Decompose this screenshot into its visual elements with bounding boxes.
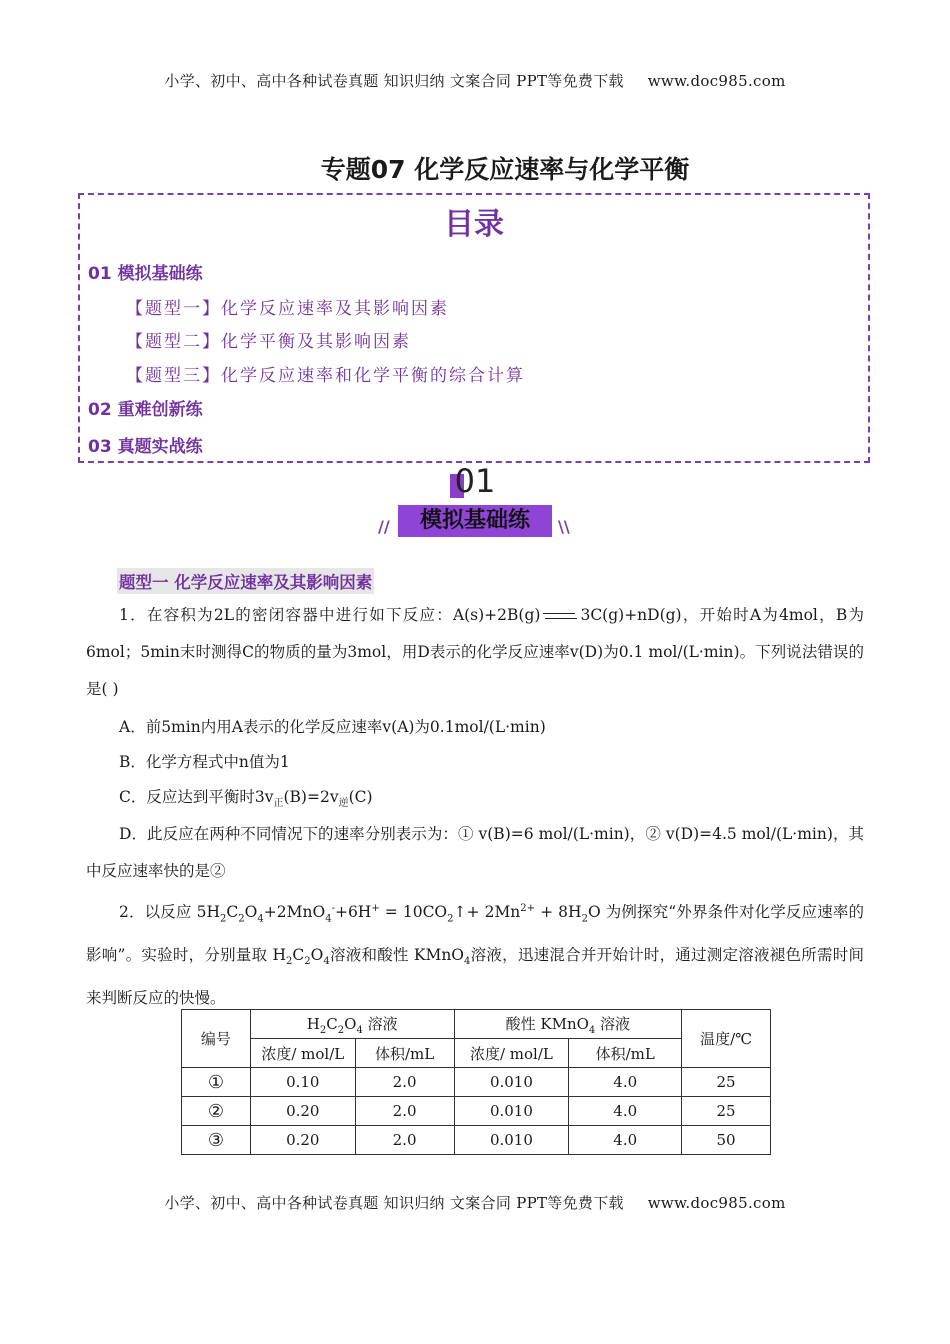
table-row: ① 0.10 2.0 0.010 4.0 25: [182, 1068, 771, 1097]
toc-item-type1[interactable]: 【题型一】化学反应速率及其影响因素: [126, 299, 449, 319]
header-temperature: 温度/℃: [682, 1010, 771, 1068]
question-1-option-a: A．前5min内用A表示的化学反应速率v(A)为0.1mol/(L·min): [119, 718, 546, 736]
toc-item-type3[interactable]: 【题型三】化学反应速率和化学平衡的综合计算: [126, 366, 525, 386]
table-of-contents: [78, 193, 870, 463]
section-banner-title: 模拟基础练: [419, 508, 530, 533]
experiment-table: [181, 1009, 771, 1155]
topic-heading: 题型一 化学反应速率及其影响因素: [117, 568, 374, 594]
header-url[interactable]: www.doc985.com: [647, 72, 786, 90]
question-1-option-b: B．化学方程式中n值为1: [119, 753, 290, 771]
header-conc-1: 浓度/ mol/L: [250, 1039, 355, 1068]
toc-item-type2[interactable]: 【题型二】化学平衡及其影响因素: [126, 332, 411, 352]
equilibrium-arrow-icon: [543, 610, 577, 622]
page-footer: [0, 1192, 950, 1213]
document-title: 专题07 化学反应速率与化学平衡: [320, 155, 690, 184]
question-1-option-d: D．此反应在两种不同情况下的速率分别表示为：① v(B)=6 mol/(L·min)，② v(D)=4.5 mol/(L·min)，其中反应速率快的是②: [86, 825, 864, 880]
header-vol-2: 体积/mL: [569, 1039, 682, 1068]
slash-decoration-right: \\: [558, 517, 570, 536]
toc-title: 目录: [444, 207, 504, 242]
header-number: 编号: [182, 1010, 251, 1068]
question-1-stem: 1．在容积为2L的密闭容器中进行如下反应：A(s)+2B(g) 3C(g)+nD(g)，开始时A为4mol，B为 6mol；5min末时测得C的物质的量为3mol，用D表示的化学反应速率v(D)为0.1 mol/(L·min)。下列说法错误的是( ): [86, 606, 865, 698]
footer-url[interactable]: www.doc985.com: [647, 1194, 786, 1212]
question-2-stem: 2．以反应 $5H_2C_2O_4+2MnO_4^-+6H^+$ = $10CO_2↑+ 2Mn^{2+} + 8H_2O$ 为例探究“外界条件对化学反应速率的影响”。实验时，分别量取 $H_2C_2O_4$溶液和酸性 KMnO$_4$溶液，迅速混合并开始计时，通过测定溶液褪色所需时间来判断反应的快慢。: [86, 903, 864, 1008]
toc-section-01[interactable]: 01 模拟基础练: [88, 264, 203, 284]
toc-section-02[interactable]: 02 重难创新练: [88, 400, 203, 420]
toc-section-03[interactable]: 03 真题实战练: [88, 437, 203, 457]
header-conc-2: 浓度/ mol/L: [454, 1039, 569, 1068]
table-row: ② 0.20 2.0 0.010 4.0 25: [182, 1097, 771, 1126]
header-kmno4: 酸性 KMnO$_4$ 溶液: [454, 1010, 682, 1039]
header-text: 小学、初中、高中各种试卷真题 知识归纳 文案合同 PPT等免费下载: [164, 72, 624, 90]
header-vol-1: 体积/mL: [355, 1039, 454, 1068]
page-header: [0, 70, 950, 91]
slash-decoration-left: //: [378, 517, 390, 536]
question-1-option-c: C．反应达到平衡时$3v_正(B)=2v_逆(C)$: [119, 788, 373, 810]
footer-text: 小学、初中、高中各种试卷真题 知识归纳 文案合同 PPT等免费下载: [164, 1194, 624, 1212]
table-row: ③ 0.20 2.0 0.010 4.0 50: [182, 1126, 771, 1155]
section-number: 01: [454, 462, 496, 500]
header-h2c2o4: $H_2C_2O_4$ 溶液: [250, 1010, 454, 1039]
